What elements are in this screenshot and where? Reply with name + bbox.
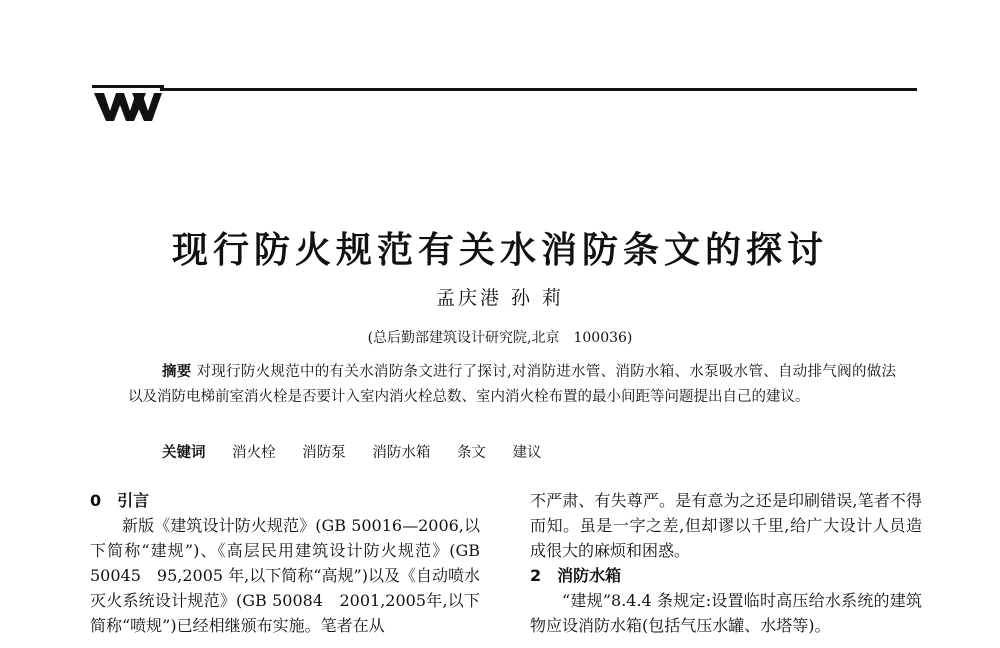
abstract-label: 摘要: [162, 364, 192, 380]
abstract-text: 对现行防火规范中的有关水消防条文进行了探讨,对消防进水管、消防水箱、水泵吸水管、自动排气阀的做法以及消防电梯前室消火栓是否要计入室内消火栓总数、室内消火栓布置的最小间距等问题提出自己的建议。: [128, 364, 897, 405]
section-heading: 2 消防水箱: [530, 566, 622, 585]
body-paragraph: 新版《建筑设计防火规范》(GB 50016—2006,以下简称“建规”)、《高层民用建筑设计防火规范》(GB 50045 95,2005 年,以下简称“高规”)以及《自动喷水灭火系统设计规范》(GB 50084 2001,2005年,以下简称“喷规”)已经相继颁布实施。笔者在从: [90, 516, 480, 635]
paper-title: 现行防火规范有关水消防条文的探讨: [171, 229, 828, 271]
keyword: 条文: [456, 445, 486, 461]
keyword: 建议: [512, 445, 542, 461]
keyword: 消火栓: [232, 445, 276, 461]
body-column-left: [90, 488, 480, 638]
authors: 孟庆港 孙 莉: [435, 287, 565, 309]
body-paragraph: “建规”8.4.4 条规定:设置临时高压给水系统的建筑物应设消防水箱(包括气压水罐、水塔等)。: [530, 591, 922, 635]
header-rule: [160, 88, 917, 91]
keywords-label: 关键词: [162, 445, 206, 461]
keyword: 消防泵: [302, 445, 346, 461]
journal-logo: [92, 85, 164, 125]
body-column-right: [530, 488, 922, 638]
body-paragraph: 不严肃、有失尊严。是有意为之还是印刷错误,笔者不得而知。虽是一字之差,但却谬以千里,给广大设计人员造成很大的麻烦和困惑。: [530, 491, 922, 560]
keywords: [162, 441, 542, 462]
keyword: 消防水箱: [372, 445, 431, 461]
abstract: [128, 360, 896, 410]
affiliation: (总后勤部建筑设计研究院,北京 100036): [367, 330, 633, 346]
section-heading: 0 引言: [90, 491, 150, 510]
